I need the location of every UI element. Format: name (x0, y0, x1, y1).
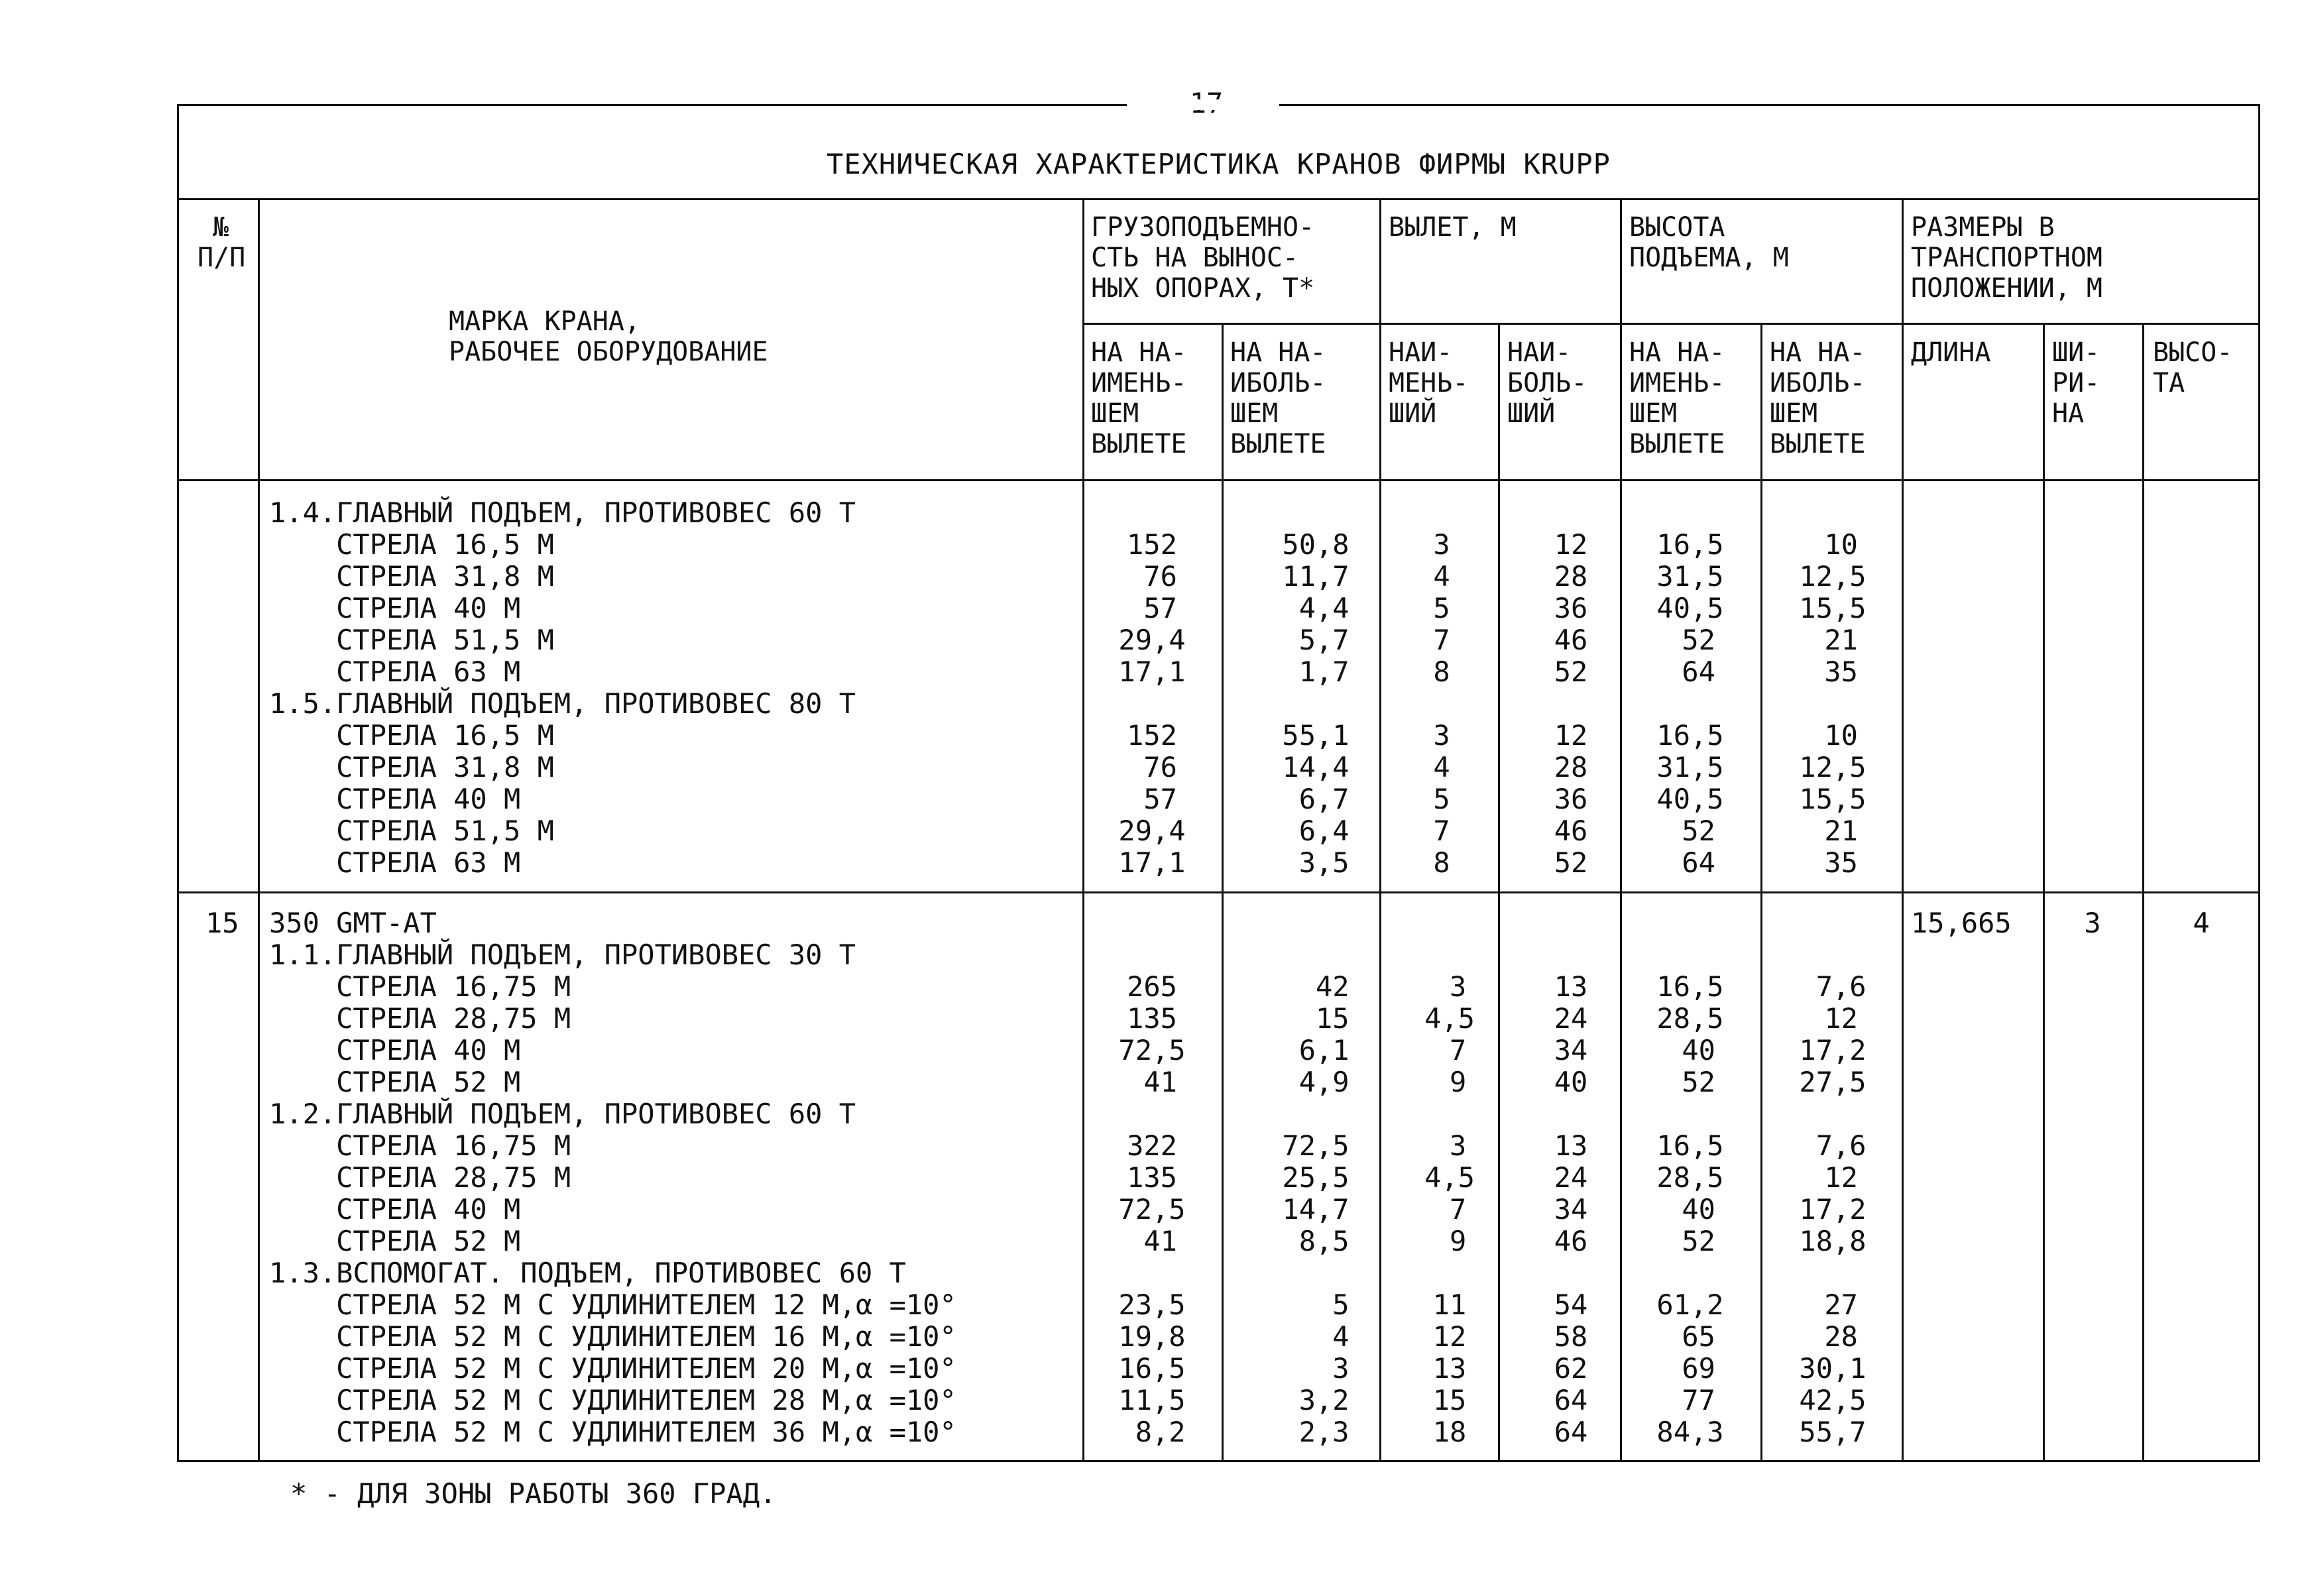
header-height: ВЫСОТА ПОДЪЕМА, М (1629, 212, 1789, 273)
block1-reach-min: 3 4 5 7 8 3 4 5 7 8 (1433, 528, 1450, 879)
footnote: * - ДЛЯ ЗОНЫ РАБОТЫ 360 ГРАД. (290, 1477, 777, 1510)
header-brand: МАРКА КРАНА, РАБОЧЕЕ ОБОРУДОВАНИЕ (449, 306, 768, 367)
header-width: ШИ- РИ- НА (2052, 337, 2100, 429)
header-num: № П/П (198, 212, 246, 273)
col-rule-num (258, 198, 260, 1462)
block2-cap-max: 42 15 6,1 4,9 72,5 25,5 14,7 8,5 5 4 3 3,2 2,3 (1282, 970, 1350, 1448)
col-rule-brand (1082, 198, 1084, 1462)
col-rule-reach-start (1379, 198, 1381, 1462)
col-rule-cap (1222, 323, 1224, 1462)
block2-width: 3 (2084, 907, 2101, 939)
block2-num: 15 (205, 907, 239, 939)
page-number-gap (1127, 99, 1279, 110)
block2-length: 15,665 (1911, 907, 2012, 939)
block1-cap-min: 152 76 57 29,4 17,1 152 76 57 29,4 17,1 (1118, 528, 1186, 879)
header-cap-max: НА НА- ИБОЛЬ- ШЕМ ВЫЛЕТЕ (1230, 337, 1326, 459)
block2-height-max: 7,6 12 17,2 27,5 7,6 12 17,2 18,8 27 28 30,1 42,5 55,7 (1799, 970, 1867, 1448)
header-capacity: ГРУЗОПОДЪЕМНО- СТЬ НА ВЫНОС- НЫХ ОПОРАХ, Т* (1091, 212, 1315, 304)
col-rule-transport-start (1902, 198, 1904, 1462)
col-rule-width (2142, 323, 2144, 1462)
header-reach: ВЫЛЕТ, М (1389, 212, 1517, 243)
subheader-rule (1084, 323, 2260, 325)
header-height-min: НА НА- ИМЕНЬ- ШЕМ ВЫЛЕТЕ (1629, 337, 1725, 459)
header-tall: ВЫСО- ТА (2153, 337, 2233, 398)
block1-cap-max: 50,8 11,7 4,4 5,7 1,7 55,1 14,4 6,7 6,4 3,5 (1282, 528, 1350, 879)
block2-cap-min: 265 135 72,5 41 322 135 72,5 41 23,5 19,8 16,5 11,5 8,2 (1118, 970, 1186, 1448)
page-title: ТЕХНИЧЕСКАЯ ХАРАКТЕРИСТИКА КРАНОВ ФИРМЫ KRUPP (827, 148, 1611, 180)
header-height-max: НА НА- ИБОЛЬ- ШЕМ ВЫЛЕТЕ (1770, 337, 1866, 459)
header-top-rule (177, 198, 2260, 200)
block2-reach-max: 13 24 34 40 13 24 34 46 54 58 62 64 64 (1554, 970, 1588, 1448)
block2-tall: 4 (2193, 907, 2210, 939)
header-cap-min: НА НА- ИМЕНЬ- ШЕМ ВЫЛЕТЕ (1091, 337, 1187, 459)
header-reach-min: НАИ- МЕНЬ- ШИЙ (1389, 337, 1469, 429)
block1-height-max: 10 12,5 15,5 21 35 10 12,5 15,5 21 35 (1799, 528, 1867, 879)
block2-reach-min: 3 4,5 7 9 3 4,5 7 9 11 12 13 15 18 (1424, 970, 1475, 1448)
header-length: ДЛИНА (1911, 337, 1991, 368)
col-rule-length (2043, 323, 2045, 1462)
block2-names: 350 GMT-AT 1.1.ГЛАВНЫЙ ПОДЪЕМ, ПРОТИВОВЕС 30 Т СТРЕЛА 16,75 М СТРЕЛА 28,75 М СТРЕЛА 40 М СТРЕЛА 52 М 1.2.ГЛАВНЫЙ ПОДЪЕМ, ПРОТИВОВЕС 60 Т СТРЕЛА 16,75 М СТРЕЛА 28,75 М СТРЕЛА 40 М СТРЕЛА 52 М 1.3.ВСПОМОГАТ. ПОДЪЕМ, ПРОТИВОВЕС 60 Т СТРЕЛА 52 М С УДЛИНИТЕЛЕМ 12 М,α =10° СТРЕЛА 52 М С УДЛИНИТЕЛЕМ 16 М,α =10° СТРЕЛА 52 М С УДЛИНИТЕЛЕМ 20 М,α =10° СТРЕЛА 52 М С УДЛИНИТЕЛЕМ 28 М,α =10° СТРЕЛА 52 М С УДЛИНИТЕЛЕМ 36 М,α =10° (269, 907, 956, 1448)
block-divider-rule (177, 891, 2260, 893)
header-reach-max: НАИ- БОЛЬ- ШИЙ (1507, 337, 1587, 429)
col-rule-height (1760, 323, 1762, 1462)
block2-height-min: 16,5 28,5 40 52 16,5 28,5 40 52 61,2 65 69 77 84,3 (1656, 970, 1724, 1448)
block1-names: 1.4.ГЛАВНЫЙ ПОДЪЕМ, ПРОТИВОВЕС 60 Т СТРЕЛА 16,5 М СТРЕЛА 31,8 М СТРЕЛА 40 М СТРЕЛА 51,5 М СТРЕЛА 63 М 1.5.ГЛАВНЫЙ ПОДЪЕМ, ПРОТИВОВЕС 80 Т СТРЕЛА 16,5 М СТРЕЛА 31,8 М СТРЕЛА 40 М СТРЕЛА 51,5 М СТРЕЛА 63 М (269, 496, 856, 879)
header-transport: РАЗМЕРЫ В ТРАНСПОРТНОМ ПОЛОЖЕНИИ, М (1911, 212, 2102, 304)
block1-reach-max: 12 28 36 46 52 12 28 36 46 52 (1554, 528, 1588, 879)
block1-height-min: 16,5 31,5 40,5 52 64 16,5 31,5 40,5 52 64 (1656, 528, 1724, 879)
header-bottom-rule (177, 479, 2260, 481)
